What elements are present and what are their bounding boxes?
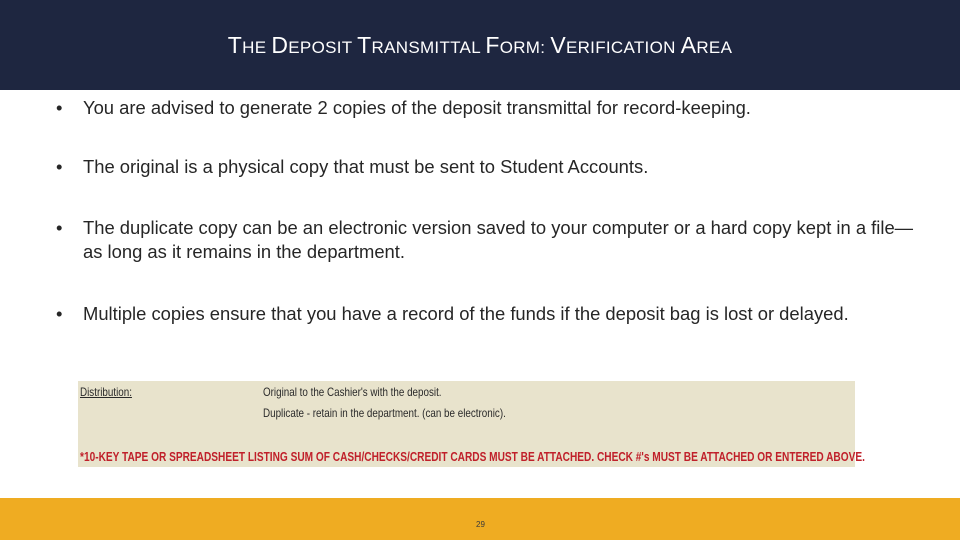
distribution-duplicate-line: Duplicate - retain in the department. (can be electronic).: [263, 406, 506, 420]
distribution-original-line: Original to the Cashier's with the deposit.: [263, 385, 442, 399]
slide-title: THE DEPOSIT TRANSMITTAL FORM: VERIFICATION AREA: [227, 31, 733, 58]
distribution-label: Distribution:: [80, 385, 132, 399]
bullet-item: • The original is a physical copy that must be sent to Student Accounts.: [56, 155, 916, 179]
title-bar: [0, 0, 960, 90]
footer-bar: [0, 498, 960, 540]
distribution-form-excerpt: [78, 381, 865, 467]
attachment-notice: *10-KEY TAPE OR SPREADSHEET LISTING SUM OF CASH/CHECKS/CREDIT CARDS MUST BE ATTACHED. CHECK #'s MUST BE ATTACHED OR ENTERED ABOVE.: [80, 450, 865, 464]
bullet-item: • Multiple copies ensure that you have a record of the funds if the deposit bag is lost or delayed.: [56, 302, 916, 326]
bullet-item: • You are advised to generate 2 copies of the deposit transmittal for record-keeping.: [56, 96, 916, 120]
bullet-item: • The duplicate copy can be an electronic version saved to your computer or a hard copy kept in a file—as long as it remains in the department.: [56, 216, 916, 264]
page-number: 29: [476, 520, 485, 529]
